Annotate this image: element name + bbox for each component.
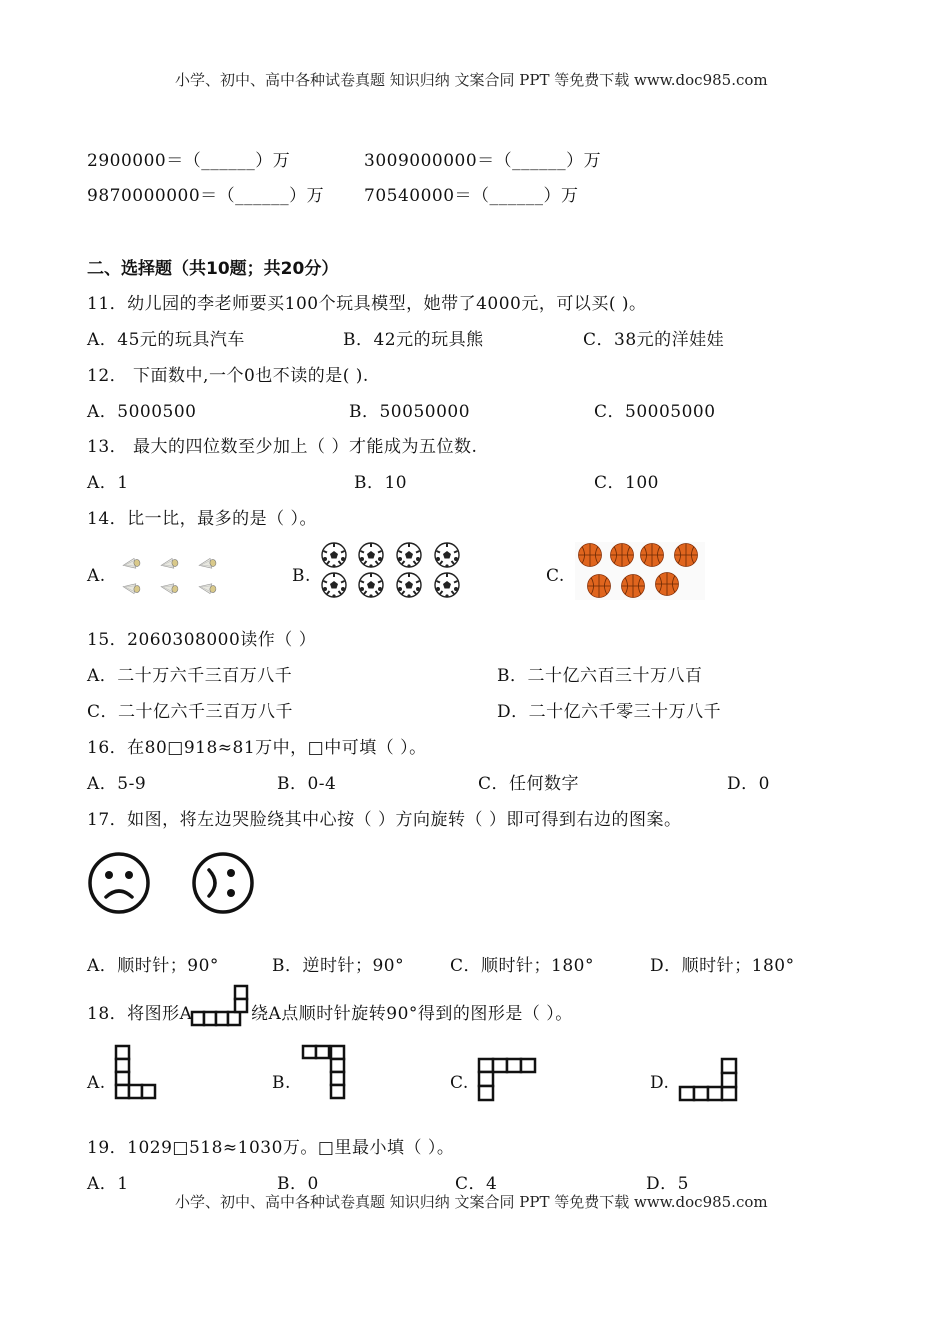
- question-16: 16．在80□918≈81万中，□中可填（ ）。: [87, 738, 427, 758]
- q18-shape-c: [477, 1057, 539, 1105]
- q15-option-b: B．二十亿六百三十万八百: [497, 666, 703, 686]
- question-13: 13． 最大的四位数至少加上（ ）才能成为五位数.: [87, 437, 478, 457]
- q17-option-c: C．顺时针；180°: [450, 956, 594, 976]
- q14-option-b: B.: [292, 566, 311, 586]
- q18-option-b: B.: [272, 1073, 291, 1093]
- basketball-icon: [611, 544, 634, 567]
- shuttlecock-icon: [160, 558, 178, 571]
- basketball-icon: [675, 544, 698, 567]
- q12-option-a: A．5000500: [87, 402, 197, 422]
- fill-item: 2900000＝（______）万: [87, 151, 291, 171]
- q17-option-b: B．逆时针；90°: [272, 956, 405, 976]
- shuttlecock-group: [115, 552, 225, 602]
- q14-option-a: A.: [87, 566, 106, 586]
- fill-item: 9870000000＝（______）万: [87, 186, 325, 206]
- shuttlecock-icon: [122, 558, 140, 571]
- soccer-ball-icon: [397, 543, 421, 568]
- q18-shape-b: [301, 1044, 349, 1104]
- basketball-icon: [656, 573, 679, 596]
- q19-option-c: C．4: [455, 1174, 498, 1194]
- question-11: 11．幼儿园的李老师要买100个玩具模型，她带了4000元，可以买( )。: [87, 294, 647, 314]
- q16-option-b: B．0-4: [277, 774, 337, 794]
- shuttlecock-icon: [160, 582, 178, 595]
- basketball-icon: [641, 544, 664, 567]
- q19-option-a: A．1: [87, 1174, 129, 1194]
- question-15: 15．2060308000读作（ ）: [87, 630, 317, 650]
- sad-face-icon: [87, 851, 153, 917]
- q11-option-a: A．45元的玩具汽车: [87, 330, 245, 350]
- question-18-part1: 18．将图形A: [87, 1004, 193, 1024]
- shuttlecock-icon: [198, 558, 216, 571]
- question-19: 19．1029□518≈1030万。□里最小填（ ）。: [87, 1138, 455, 1158]
- q12-option-c: C．50005000: [594, 402, 716, 422]
- fill-item: 70540000＝（______）万: [364, 186, 579, 206]
- q18-option-d: D.: [650, 1073, 670, 1093]
- rotated-face-icon: [191, 851, 257, 917]
- basketball-icon: [622, 575, 645, 598]
- page-footer: 小学、初中、高中各种试卷真题 知识归纳 文案合同 PPT 等免费下载 www.doc985.com: [175, 1193, 768, 1211]
- q17-option-a: A．顺时针；90°: [87, 956, 219, 976]
- question-14: 14．比一比，最多的是（ ）。: [87, 509, 318, 529]
- question-18-part2: 绕A点顺时针旋转90°得到的图形是（ ）。: [251, 1004, 573, 1024]
- q17-option-d: D．顺时针；180°: [650, 956, 795, 976]
- q16-option-d: D．0: [727, 774, 770, 794]
- q15-option-a: A．二十万六千三百万八千: [87, 666, 293, 686]
- soccer-ball-icon: [322, 573, 346, 598]
- q13-option-b: B．10: [354, 473, 408, 493]
- soccer-ball-icon: [359, 543, 383, 568]
- shuttlecock-icon: [198, 582, 216, 595]
- soccer-ball-icon: [435, 543, 459, 568]
- q12-option-b: B．50050000: [349, 402, 471, 422]
- question-17: 17．如图，将左边哭脸绕其中心按（ ）方向旋转（ ）即可得到右边的图案。: [87, 810, 682, 830]
- soccer-ball-icon: [322, 543, 346, 568]
- page-header: 小学、初中、高中各种试卷真题 知识归纳 文案合同 PPT 等免费下载 www.doc985.com: [175, 71, 768, 89]
- q18-option-a: A.: [87, 1073, 106, 1093]
- section-title: 二、选择题（共10题；共20分）: [87, 259, 339, 279]
- question-12: 12． 下面数中,一个0也不读的是( ).: [87, 366, 369, 386]
- q14-option-c: C.: [546, 566, 565, 586]
- q18-shape-d: [678, 1057, 742, 1105]
- q18-shape-a: [114, 1044, 160, 1104]
- soccer-ball-icon: [435, 573, 459, 598]
- q16-option-c: C．任何数字: [478, 774, 580, 794]
- q11-option-b: B．42元的玩具熊: [343, 330, 484, 350]
- q13-option-a: A．1: [87, 473, 129, 493]
- q16-option-a: A．5-9: [87, 774, 147, 794]
- soccer-ball-icon: [397, 573, 421, 598]
- q18-option-c: C.: [450, 1073, 469, 1093]
- fill-item: 3009000000＝（______）万: [364, 151, 602, 171]
- q19-option-b: B．0: [277, 1174, 319, 1194]
- basketball-icon: [579, 544, 602, 567]
- q15-option-d: D．二十亿六千零三十万八千: [497, 702, 722, 722]
- shuttlecock-icon: [122, 582, 140, 595]
- soccer-ball-icon: [359, 573, 383, 598]
- q13-option-c: C．100: [594, 473, 659, 493]
- q15-option-c: C．二十亿六千三百万八千: [87, 702, 294, 722]
- q11-option-c: C．38元的洋娃娃: [583, 330, 725, 350]
- basketball-icon: [588, 575, 611, 598]
- q19-option-d: D．5: [646, 1174, 689, 1194]
- basketball-group: [575, 542, 707, 602]
- q18-source-shape: [190, 984, 252, 1028]
- soccer-ball-group: [321, 542, 466, 600]
